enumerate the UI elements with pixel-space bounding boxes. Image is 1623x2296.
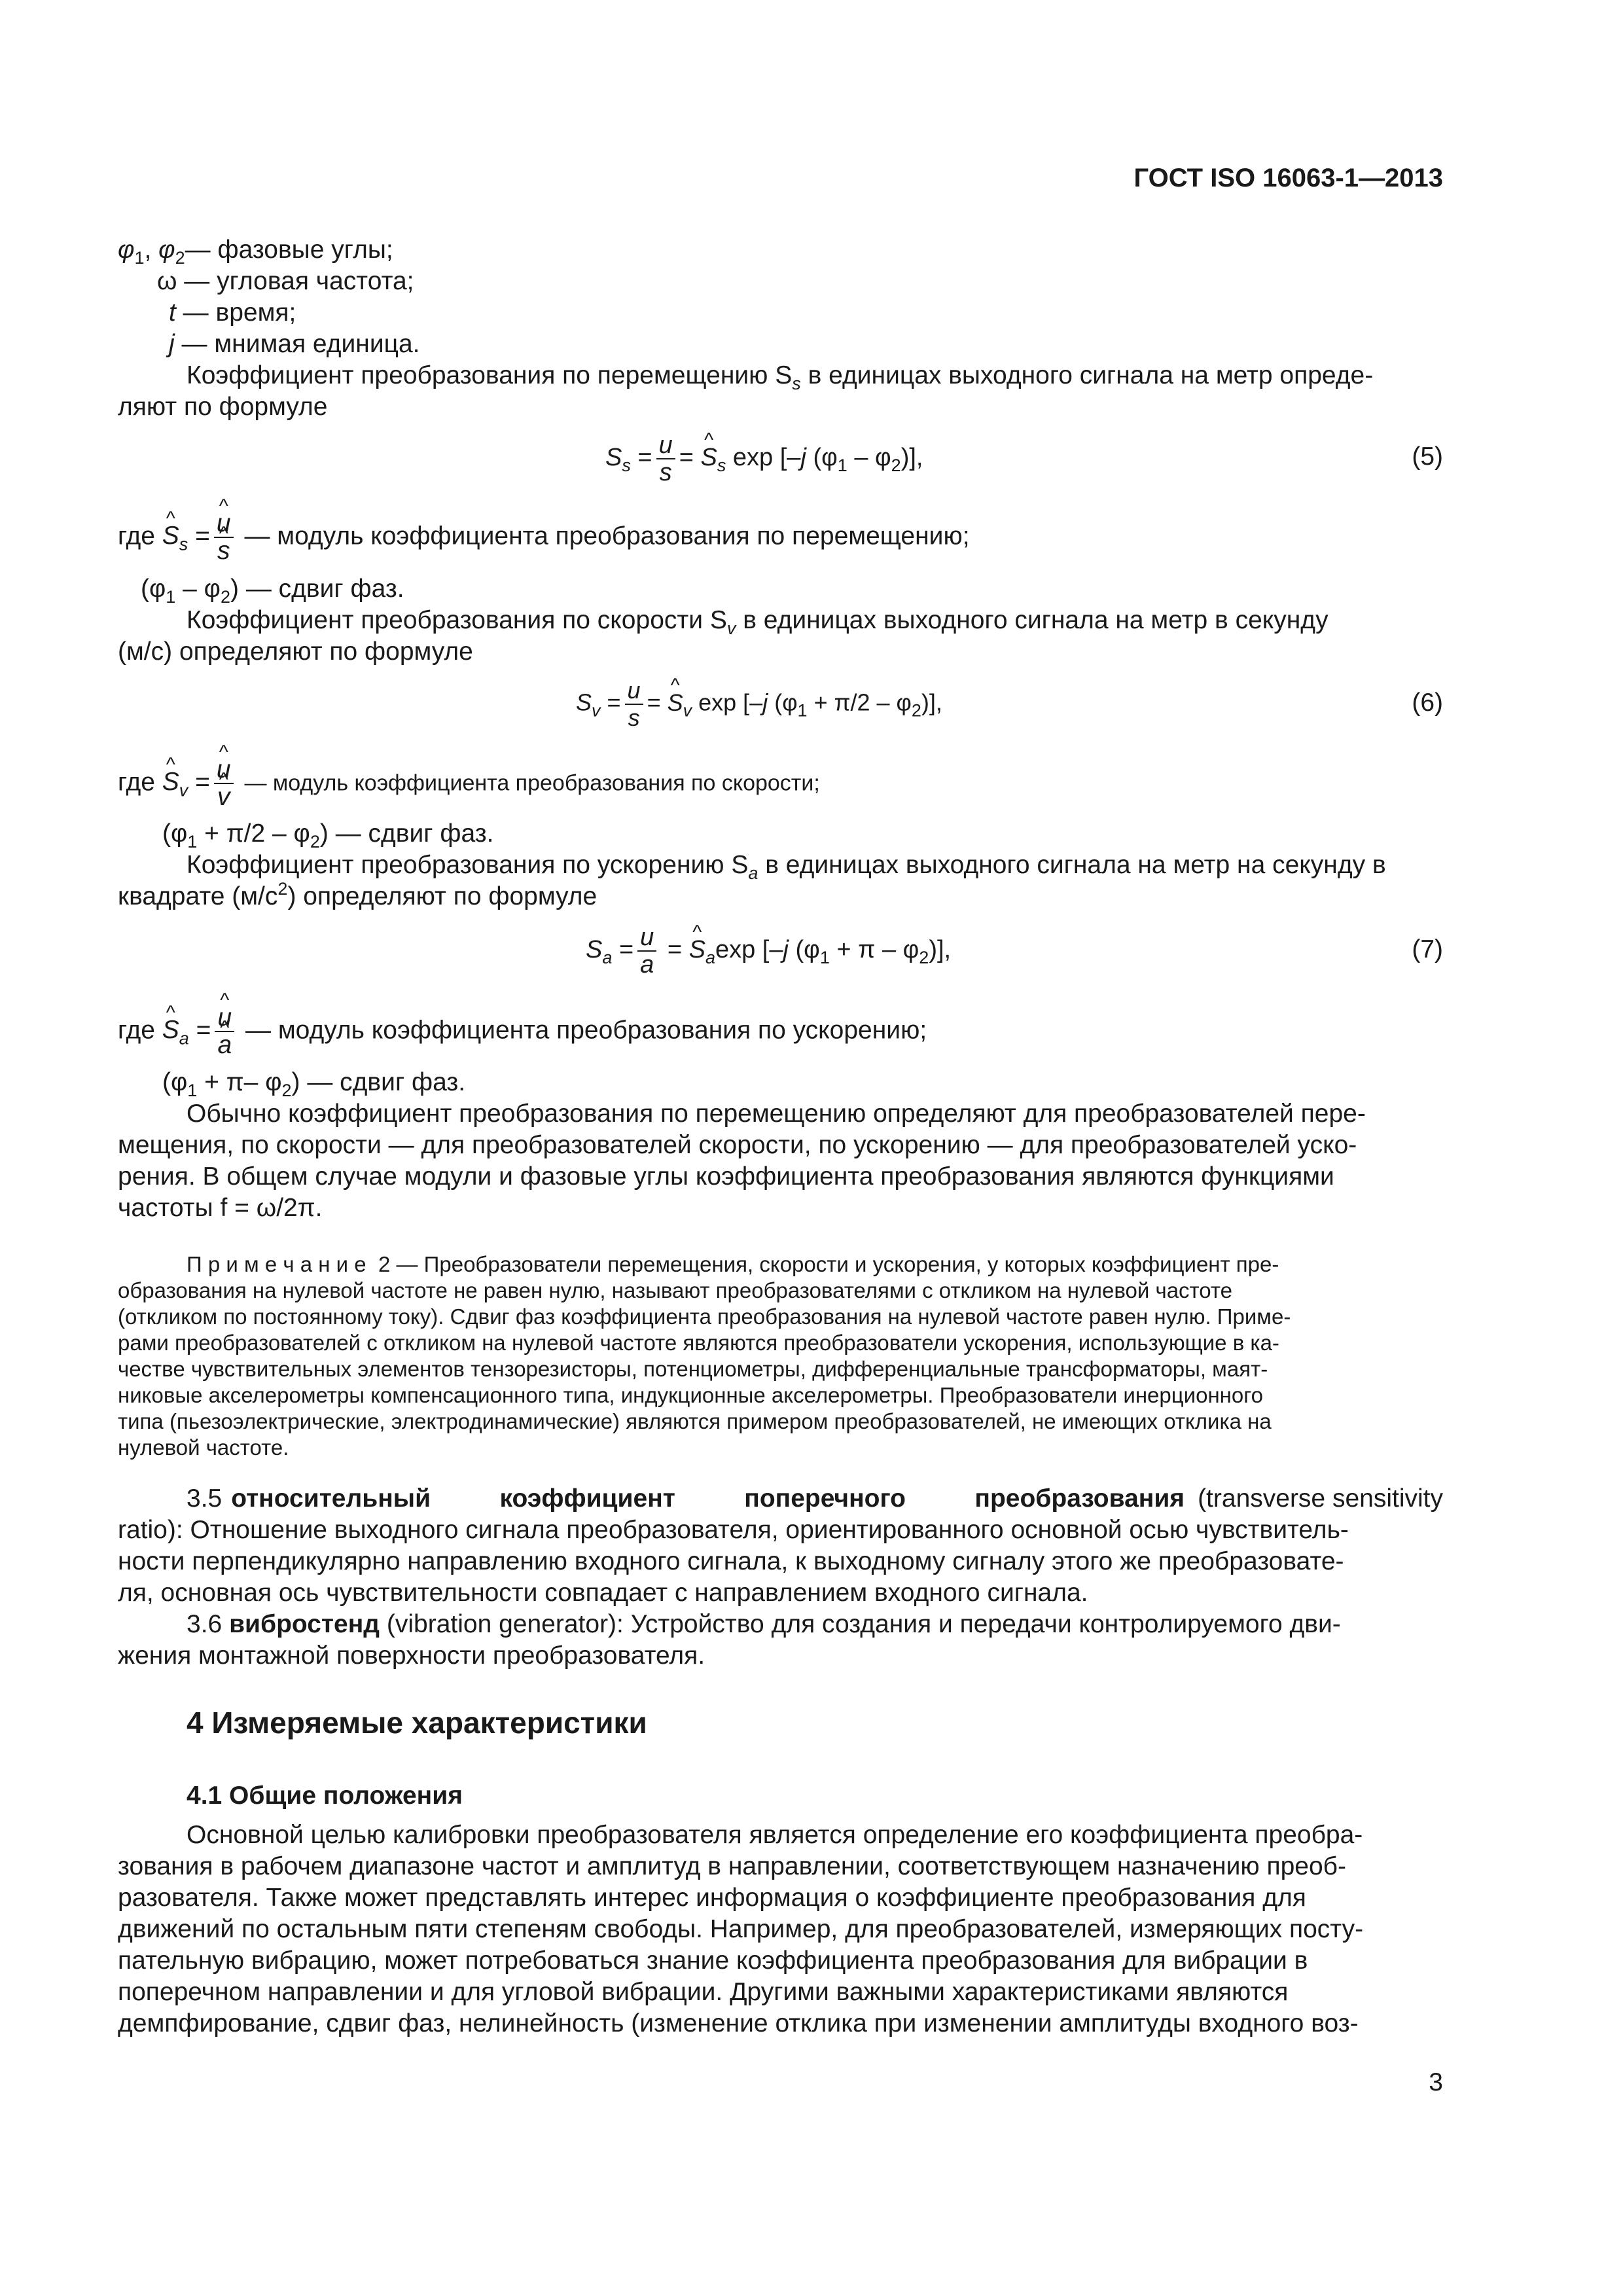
paragraph-usually-line2: мещения, по скорости — для преобразователей скорости, по ускорению — для преобразователей уско- [118,1131,1357,1159]
paragraph-ss-line1: Коэффициент преобразования по перемещению $S_s$ в единицах выходного сигнала на метр опреде- [187,361,1374,393]
def-3-5-line1: 3.5 относительный коэффициент поперечного преобразования (transverse sensitivity [187,1484,1443,1513]
where-6: где ^ $S_v$ = ^ u ^ v — модуль коэффициента преобразования по скорости; [118,757,820,810]
def-3-6-line2: жения монтажной поверхности преобразователя. [118,1641,705,1670]
section-4-1-line3: разователя. Также может представлять интерес информация о коэффициенте преобразования для [118,1884,1306,1912]
section-4-title: 4 Измеряемые характеристики [187,1706,647,1740]
where-5-shift: $(\varphi_1 - \varphi_2)$ — сдвиг фаз. [141,575,404,607]
section-4-1-line1: Основной целью калибровки преобразователя является определение его коэффициента преобра- [187,1821,1363,1849]
note-2-line4: рами преобразователей с откликом на нулевой частоте являются преобразователи ускорения, использующие в ка- [118,1331,1279,1355]
paragraph-usually-line4: частоты f = ω/2π. [118,1194,323,1222]
paragraph-sv-line2: (м/с) определяют по формуле [118,637,473,666]
paragraph-sv-line1: Коэффициент преобразования по скорости $S_v$ в единицах выходного сигнала на метр в секунду [187,606,1329,638]
where-5: где ^ $S_s$ = ^ u ^ s — модуль коэффициента преобразования по перемещению; [118,511,970,564]
where-6-shift: $(\varphi_1 + \pi/2 - \varphi_2)$ — сдвиг фаз. [162,819,494,852]
note-2-line1: П р и м е ч а н и е 2 — Преобразователи перемещения, скорости и ускорения, у которых коэффициент пре- [187,1252,1279,1276]
def-j: j — мнимая единица. [169,330,420,358]
document-header: ГОСТ ISO 16063-1—2013 [1133,164,1443,192]
note-2-line3: (откликом по постоянному току). Сдвиг фаз коэффициента преобразования на нулевой частоте равен нулю. Приме- [118,1304,1291,1329]
equation-6: $S_v$ = $\frac{u}{s}$ = ^ $S_v$ exp [–j $(\varphi_1 + \pi/2 - \varphi_2)$], [576,677,942,731]
page-number: 3 [1429,2068,1443,2096]
section-4-1-line2: зования в рабочем диапазоне частот и амплитуд в направлении, соответствующем назначению преоб- [118,1852,1346,1880]
section-4-1-line6: поперечном направлении и для угловой вибрации. Другими важными характеристиками являются [118,1978,1289,2006]
paragraph-usually-line1: Обычно коэффициент преобразования по перемещению определяют для преобразователей пере- [187,1100,1366,1128]
section-4-1-line7: демпфирование, сдвиг фаз, нелинейность (изменение отклика при изменении амплитуды входного воз- [118,2009,1359,2037]
equation-7-number: (7) [1412,935,1443,963]
paragraph-sa-line2: квадрате $(м/с^2)$ определяют по формуле [118,879,597,910]
note-2-line6: никовые акселерометры компенсационного типа, индукционные акселерометры. Преобразователи инерционного [118,1383,1263,1407]
def-omega: ω — угловая частота; [157,267,414,295]
equation-7: $S_a$ = $\frac{u}{a}$ = ^ $S_a\exp$ [–j $(\varphi_1 + \pi - \varphi_2)$], [586,924,951,978]
note-2-line8: нулевой частоте. [118,1435,289,1460]
def-3-6-line1: 3.6 вибростенд (vibration generator): Устройство для создания и передачи контролируемого дви- [187,1610,1341,1638]
equation-6-number: (6) [1412,689,1443,717]
equation-5-number: (5) [1412,442,1443,471]
def-phi: $\varphi_1$, $\varphi_2—$ фазовые углы; [118,236,393,268]
note-2-line5: честве чувствительных элементов тензорезисторы, потенциометры, дифференциальные трансформаторы, маят- [118,1357,1268,1381]
paragraph-usually-line3: рения. В общем случае модули и фазовые углы коэффициента преобразования являются функциями [118,1162,1334,1191]
paragraph-sa-line1: Коэффициент преобразования по ускорению $S_a$ в единицах выходного сигнала на метр на секунду в [187,851,1386,883]
def-t: t — время; [169,298,296,327]
def-3-5-line4: ля, основная ось чувствительности совпадает с направлением входного сигнала. [118,1579,1088,1607]
section-4-1-line5: пательную вибрацию, может потребоваться знание коэффициента преобразования для вибрации в [118,1946,1308,1975]
def-3-5-line2: ratio): Отношение выходного сигнала преобразователя, ориентированного основной осью чувствитель- [118,1516,1349,1544]
where-7-shift: ($\varphi_1 + \pi-$ $\varphi_2$) — сдвиг фаз. [162,1068,466,1100]
section-4-1-title: 4.1 Общие положения [187,1782,463,1810]
paragraph-ss-line2: ляют по формуле [118,393,328,421]
note-2-line2: образования на нулевой частоте не равен нулю, называют преобразователями с откликом на нулевой частоте [118,1278,1233,1302]
where-7: где ^ $S_a$ = ^ u ^ a — модуль коэффициента преобразования по ускорению; [118,1005,927,1058]
note-2-line7: типа (пьезоэлектрические, электродинамические) являются примером преобразователей, не имеющих отклика на [118,1409,1272,1433]
equation-5: $S_s$ = $\frac{u}{s}$ = ^ $S_s$ exp [–j $(\varphi_1 - \varphi_2)$], [605,432,923,486]
section-4-1-line4: движений по остальным пяти степеням свободы. Например, для преобразователей, измеряющих посту- [118,1915,1364,1943]
def-3-5-line3: ности перпендикулярно направлению входного сигнала, к выходному сигналу этого же преобразовате- [118,1547,1344,1575]
